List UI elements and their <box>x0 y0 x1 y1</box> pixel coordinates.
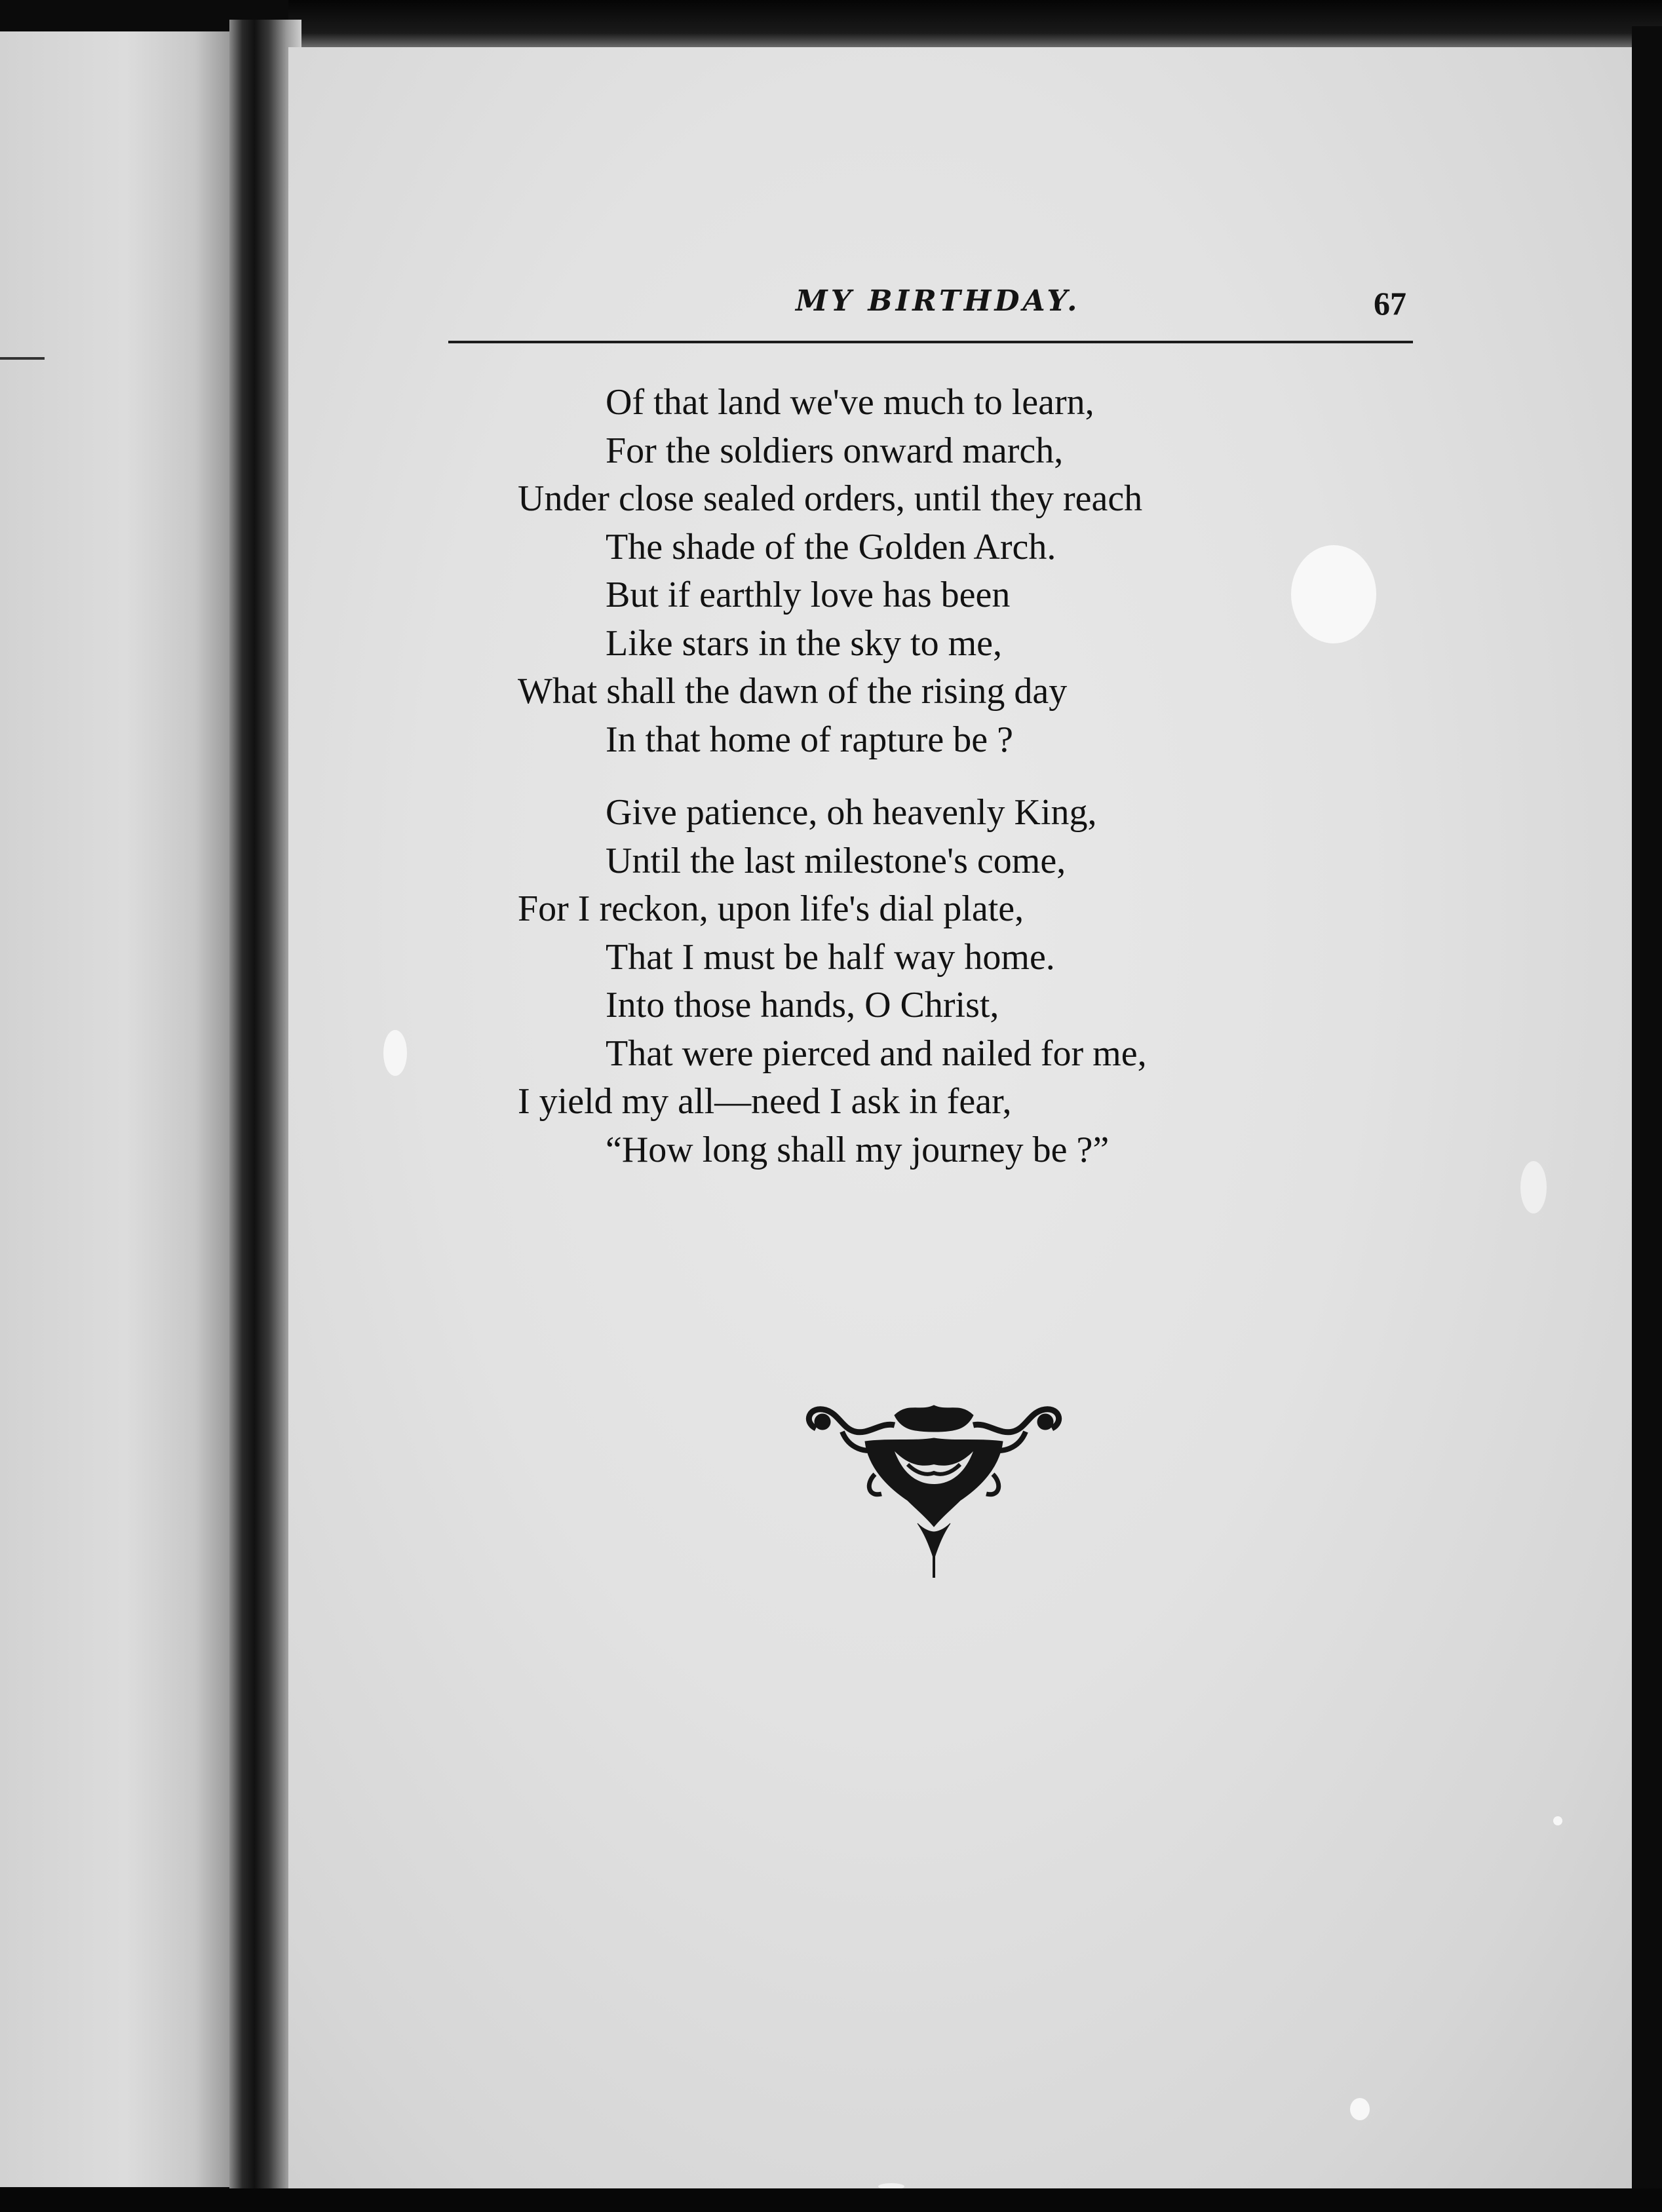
poem-line: “How long shall my journey be ?” <box>606 1129 1110 1170</box>
floral-tailpiece-ornament-icon <box>803 1402 1065 1586</box>
paper-stain <box>1553 1816 1562 1825</box>
poem-line: Until the last milestone's come, <box>606 840 1066 881</box>
poem-body <box>518 379 1370 1199</box>
scan-top-border <box>288 0 1662 47</box>
stanza-1 <box>518 379 1370 764</box>
poem-line: For I reckon, upon life's dial plate, <box>518 888 1024 929</box>
poem-line: For the soldiers onward march, <box>606 430 1064 471</box>
header-rule <box>448 341 1413 343</box>
poem-line: Give patience, oh heavenly King, <box>606 792 1097 833</box>
poem-line: But if earthly love has been <box>606 575 1011 615</box>
scan-bottom-border <box>0 2188 1662 2212</box>
page-header <box>448 276 1425 355</box>
poem-line: Into those hands, O Christ, <box>606 985 999 1025</box>
scan-right-border <box>1632 26 1662 2212</box>
poem-line: That were pierced and nailed for me, <box>606 1033 1147 1074</box>
poem-line: The shade of the Golden Arch. <box>606 526 1056 567</box>
left-page-header-rule <box>0 357 45 360</box>
running-title: MY BIRTHDAY. <box>796 284 1081 318</box>
paper-stain <box>383 1030 407 1076</box>
poem-line: That I must be half way home. <box>606 936 1055 978</box>
stanza-2 <box>518 789 1370 1174</box>
poem-line: Of that land we've much to learn, <box>606 382 1094 423</box>
poem-line: What shall the dawn of the rising day <box>518 671 1068 712</box>
poem-line: Like stars in the sky to me, <box>606 622 1003 664</box>
poem-line: I yield my all—need I ask in fear, <box>518 1081 1012 1122</box>
page-number: 67 <box>1374 285 1406 322</box>
paper-stain <box>1520 1161 1547 1213</box>
poem-line: Under close sealed orders, until they reach <box>518 478 1143 519</box>
poem-line: In that home of rapture be ? <box>606 719 1013 760</box>
paper-stain <box>1350 2098 1370 2120</box>
facing-left-page <box>0 31 229 2187</box>
